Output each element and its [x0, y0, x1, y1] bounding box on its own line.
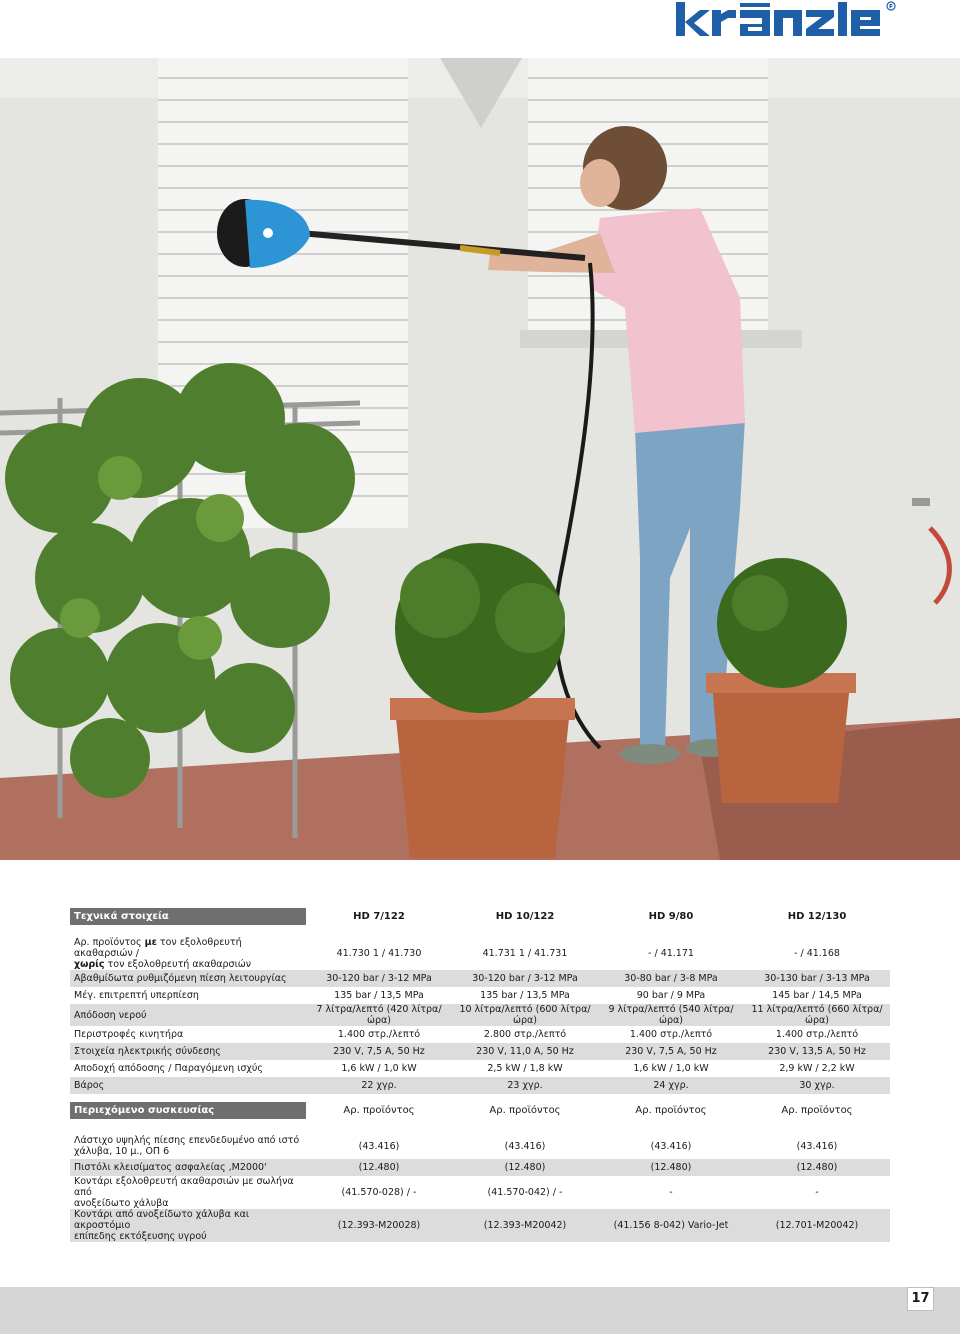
- spec-value: 2,9 kW / 2,2 kW: [779, 1063, 855, 1074]
- content-value: (41.570-042) / -: [487, 1187, 563, 1198]
- specs-header-row: [70, 908, 890, 925]
- spec-label: Περιστροφές κινητήρα: [74, 1029, 184, 1040]
- product-number-header: Αρ. προϊόντος: [343, 1105, 415, 1116]
- spec-row: [70, 1060, 890, 1077]
- spec-value: 41.731 1 / 41.731: [482, 948, 568, 959]
- content-value: (43.416): [358, 1140, 400, 1152]
- spec-row: [70, 1004, 890, 1026]
- content-value: (41.156 8-042) Vario-Jet: [598, 1209, 744, 1242]
- contents-header-row: [70, 1102, 890, 1119]
- spec-value: 7 λίτρα/λεπτό (420 λίτρα/ώρα): [306, 1004, 452, 1026]
- content-row: [70, 1176, 890, 1209]
- package-contents-table: [70, 1102, 890, 1242]
- content-value: (12.480): [306, 1159, 452, 1176]
- model-header: HD 12/130: [787, 911, 847, 922]
- spec-value: 145 bar / 14,5 MPa: [772, 990, 862, 1001]
- spec-label: Μέγ. επιτρεπτή υπερπίεση: [74, 990, 199, 1001]
- content-row: [70, 1133, 890, 1159]
- product-number-header: Αρ. προϊόντος: [635, 1105, 707, 1116]
- spec-value: 230 V, 7,5 A, 50 Hz: [306, 1043, 452, 1060]
- spec-value: 30-130 bar / 3-13 MPa: [744, 970, 890, 987]
- photo-woman-cleaning-shutters-icon: [0, 58, 960, 860]
- spec-row: [70, 1043, 890, 1060]
- spec-value: 2.800 στρ./λεπτό: [483, 1029, 567, 1040]
- spec-value: 230 V, 13,5 A, 50 Hz: [744, 1043, 890, 1060]
- specs-table: [70, 908, 890, 1094]
- spec-value: 24 χγρ.: [598, 1077, 744, 1094]
- spec-value: 135 bar / 13,5 MPa: [334, 990, 424, 1001]
- spec-value: 1.400 στρ./λεπτό: [629, 1029, 713, 1040]
- kranzle-logo-icon: [672, 0, 900, 44]
- spec-label: Βάρος: [70, 1077, 306, 1094]
- content-label: Λάστιχο υψηλής πίεσης επενδεδυμένο από ιστό χάλυβα, 10 μ., ΟΠ 6: [74, 1135, 300, 1157]
- specs-title: Τεχνικά στοιχεία: [70, 908, 306, 925]
- spec-value: 11 λίτρα/λεπτό (660 λίτρα/ώρα): [744, 1004, 890, 1026]
- spec-value: 22 χγρ.: [306, 1077, 452, 1094]
- content-row: [70, 1159, 890, 1176]
- content-value: (41.570-028) / -: [341, 1187, 417, 1198]
- content-label: Κοντάρι εξολοθρευτή ακαθαρσιών με σωλήνα από ανοξείδωτο χάλυβα: [74, 1176, 294, 1209]
- model-header: HD 7/122: [353, 911, 405, 922]
- model-header: HD 9/80: [648, 911, 694, 922]
- technical-specs-table: [70, 908, 890, 1094]
- spec-value: 230 V, 11,0 A, 50 Hz: [452, 1043, 598, 1060]
- spec-value: 90 bar / 9 MPa: [636, 990, 706, 1001]
- spec-row: [70, 987, 890, 1004]
- spec-value: 9 λίτρα/λεπτό (540 λίτρα/ώρα): [598, 1004, 744, 1026]
- spec-row: [70, 970, 890, 987]
- spec-value: 2,5 kW / 1,8 kW: [487, 1063, 563, 1074]
- contents-title: Περιεχόμενο συσκευσίας: [70, 1102, 306, 1119]
- spec-value: - / 41.171: [648, 948, 694, 959]
- spec-value: 10 λίτρα/λεπτό (600 λίτρα/ώρα): [452, 1004, 598, 1026]
- spec-label: Αβαθμίδωτα ρυθμιζόμενη πίεση λειτουργίας: [70, 970, 306, 987]
- spec-value: 1,6 kW / 1,0 kW: [633, 1063, 709, 1074]
- content-value: -: [815, 1187, 819, 1198]
- product-number-header: Αρ. προϊόντος: [781, 1105, 853, 1116]
- spec-value: 135 bar / 13,5 MPa: [480, 990, 570, 1001]
- spec-value: 41.730 1 / 41.730: [336, 948, 422, 959]
- content-value: (43.416): [650, 1140, 692, 1152]
- spec-label: Στοιχεία ηλεκτρικής σύνδεσης: [70, 1043, 306, 1060]
- spec-value: 1.400 στρ./λεπτό: [337, 1029, 421, 1040]
- page-footer: [0, 1287, 960, 1334]
- content-value: (12.393-M20042): [452, 1209, 598, 1242]
- content-label: Κοντάρι από ανοξείδωτο χάλυβα και ακροστόμιο επίπεδης εκτόξευσης υγρού: [70, 1209, 306, 1242]
- content-value: (12.480): [598, 1159, 744, 1176]
- spec-label: Αρ. προϊόντος με τον εξολοθρευτή ακαθαρσιών / χωρίς τον εξολοθρευτή ακαθαρσιών: [74, 937, 252, 970]
- spec-value: - / 41.168: [794, 948, 840, 959]
- content-label: Πιστόλι κλεισίματος ασφαλείας ‚M2000‘: [70, 1159, 306, 1176]
- spec-row: [70, 1077, 890, 1094]
- content-value: (43.416): [504, 1140, 546, 1152]
- spec-value: 1.400 στρ./λεπτό: [775, 1029, 859, 1040]
- content-value: (12.480): [452, 1159, 598, 1176]
- spec-value: 30-120 bar / 3-12 MPa: [452, 970, 598, 987]
- kranzle-logo: [672, 0, 900, 44]
- page-number: 17: [907, 1287, 934, 1311]
- contents-table: [70, 1102, 890, 1242]
- model-header: HD 10/122: [495, 911, 555, 922]
- content-row: [70, 1209, 890, 1242]
- spec-value: 30-80 bar / 3-8 MPa: [598, 970, 744, 987]
- spec-label: Αποδοχή απόδοσης / Παραγόμενη ισχύς: [74, 1063, 263, 1074]
- product-photo: [0, 58, 960, 860]
- spec-value: 230 V, 7,5 A, 50 Hz: [598, 1043, 744, 1060]
- content-value: (43.416): [796, 1140, 838, 1152]
- content-value: (12.701-M20042): [744, 1209, 890, 1242]
- product-number-header: Αρ. προϊόντος: [489, 1105, 561, 1116]
- spec-value: 30 χγρ.: [744, 1077, 890, 1094]
- spec-row-product-number: [70, 937, 890, 970]
- spec-label: Απόδοση νερού: [70, 1004, 306, 1026]
- content-value: (12.393-M20028): [306, 1209, 452, 1242]
- spec-row: [70, 1026, 890, 1043]
- spec-value: 1,6 kW / 1,0 kW: [341, 1063, 417, 1074]
- content-value: -: [669, 1187, 673, 1198]
- content-value: (12.480): [744, 1159, 890, 1176]
- spec-value: 30-120 bar / 3-12 MPa: [306, 970, 452, 987]
- spec-value: 23 χγρ.: [452, 1077, 598, 1094]
